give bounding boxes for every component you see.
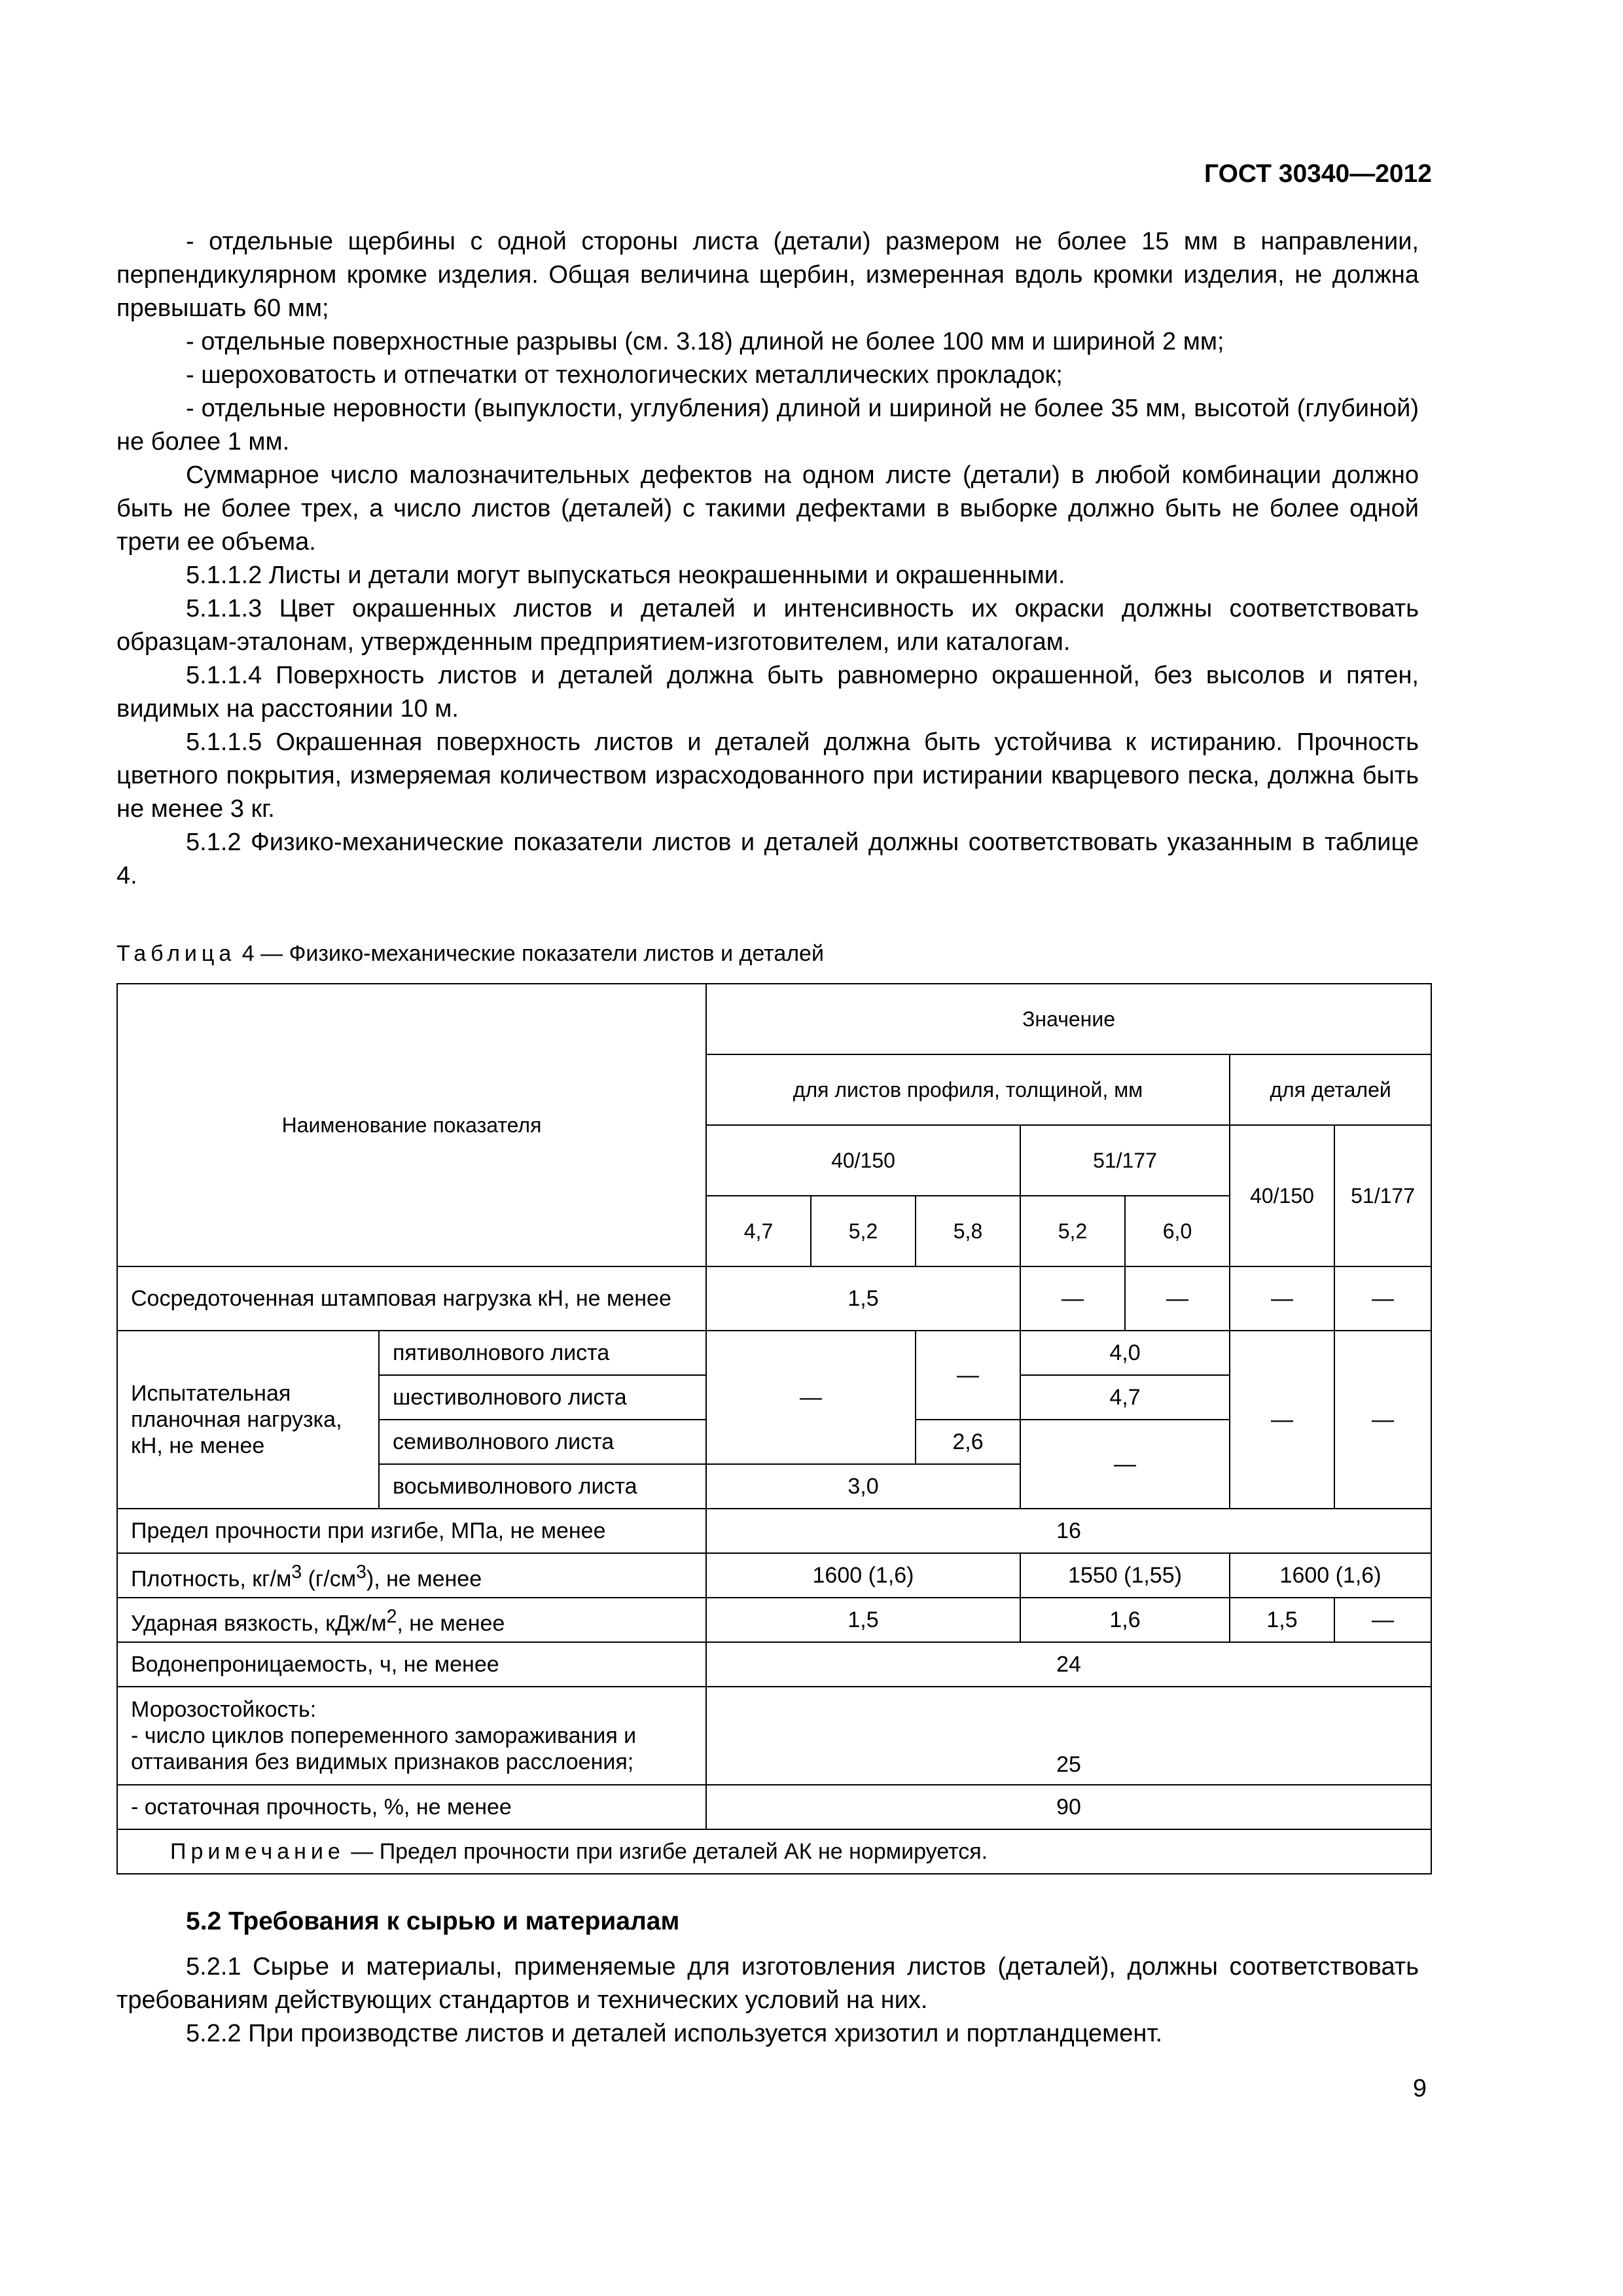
cell-dash: —: [1334, 1266, 1431, 1331]
cell-value: 24: [706, 1642, 1431, 1687]
cell-value: 1,5: [1230, 1598, 1334, 1642]
cell-value: 1600 (1,6): [706, 1553, 1020, 1598]
paragraph: 5.1.1.4 Поверхность листов и деталей должна быть равномерно окрашенной, без высолов и пятен, видимых на расстоянии 10 м.: [116, 662, 1419, 723]
cell-dash: —: [1020, 1266, 1125, 1331]
paragraph: 5.2.2 При производстве листов и деталей используется хризотил и портландцемент.: [186, 2020, 1163, 2047]
cell-value: 16: [706, 1509, 1431, 1553]
cell-value: 2,6: [916, 1420, 1020, 1464]
row-label-bending-strength: Предел прочности при изгибе, МПа, не менее: [117, 1509, 706, 1553]
sub-label-five-wave: пятиволнового листа: [379, 1331, 706, 1375]
row-label-density: Плотность, $кг/м^3$ $(г/см^3)$, не менее: [117, 1553, 706, 1598]
header-thickness: 5,2: [811, 1196, 916, 1266]
cell-value: 1,5: [706, 1598, 1020, 1642]
cell-value: 1550 (1,55): [1020, 1553, 1230, 1598]
cell-dash: —: [1125, 1266, 1230, 1331]
cell-dash: —: [1334, 1331, 1431, 1509]
paragraph: 5.1.1.5 Окрашенная поверхность листов и деталей должна быть устойчива к истиранию. Прочность цветного покрытия, измеряемая количеством израсходованного при истирании кварцевого песка, должна быть не менее 3 кг.: [116, 728, 1419, 823]
sub-label-six-wave: шестиволнового листа: [379, 1375, 706, 1420]
table-caption-word: Таблица: [116, 941, 236, 966]
cell-value: 1,6: [1020, 1598, 1230, 1642]
header-profile-40-150: 40/150: [706, 1125, 1020, 1196]
frost-title: Морозостойкость:: [131, 1697, 317, 1722]
row-label-point-load: Сосредоточенная штамповая нагрузка кН, не менее: [117, 1266, 706, 1331]
note-text: — Предел прочности при изгибе деталей АК не нормируется.: [344, 1839, 988, 1864]
cell-value: 1600 (1,6): [1230, 1553, 1431, 1598]
header-sheets-group: для листов профиля, толщиной, мм: [706, 1054, 1230, 1125]
row-label-frost-resistance: [117, 1687, 706, 1785]
header-indicator-name: Наименование показателя: [117, 984, 706, 1266]
paragraph: - отдельные неровности (выпуклости, углубления) длиной и шириной не более 35 мм, высотой (глубиной) не более 1 мм.: [116, 395, 1419, 456]
table-note: [117, 1829, 1431, 1874]
paragraph: - отдельные поверхностные разрывы (см. 3.18) длиной не более 100 мм и шириной 2 мм;: [186, 328, 1224, 355]
page-number: 9: [1412, 2075, 1427, 2102]
paragraph: - шероховатость и отпечатки от технологических металлических прокладок;: [186, 361, 1063, 389]
cell-value: 1,5: [706, 1266, 1020, 1331]
row-label-residual-strength: - остаточная прочность, %, не менее: [117, 1785, 706, 1829]
cell-value: 3,0: [706, 1464, 1020, 1509]
paragraph: 5.1.2 Физико-механические показатели листов и деталей должны соответствовать указанным в таблице 4.: [116, 829, 1419, 889]
row-label-plank-load: Испытательная планочная нагрузка, кН, не менее: [117, 1331, 379, 1509]
sub-label-seven-wave: семиволнового листа: [379, 1420, 706, 1464]
frost-cycles-label: - число циклов попеременного замораживания и оттаивания без видимых признаков расслоения;: [131, 1723, 637, 1774]
paragraph: 5.1.1.3 Цвет окрашенных листов и деталей и интенсивность их окраски должны соответствовать образцам-эталонам, утвержденным предприятием-изготовителем, или каталогам.: [116, 595, 1419, 656]
body-text: [116, 225, 1419, 893]
cell-value: 25: [706, 1687, 1431, 1785]
row-label-impact-strength: Ударная вязкость, кДж/$м^2$, не менее: [117, 1598, 706, 1642]
cell-dash: —: [916, 1331, 1020, 1420]
paragraph: Суммарное число малозначительных дефектов на одном листе (детали) в любой комбинации должно быть не более трех, а число листов (деталей) с такими дефектами в выборке должно быть не более одной трети ее объема.: [116, 461, 1419, 556]
cell-value: 4,0: [1020, 1331, 1230, 1375]
header-thickness: 5,8: [916, 1196, 1020, 1266]
cell-dash: —: [1230, 1266, 1334, 1331]
paragraph: - отдельные щербины с одной стороны листа (детали) размером не более 15 мм в направлении, перпендикулярном кромке изделия. Общая величина щербин, измеренная вдоль кромки изделия, не должна превышать 60 мм;: [116, 228, 1419, 322]
paragraph: 5.2.1 Сырье и материалы, применяемые для изготовления листов (деталей), должны соответствовать требованиям действующих стандартов и технических условий на них.: [116, 1953, 1419, 2014]
cell-value: 90: [706, 1785, 1431, 1829]
section-title: 5.2 Требования к сырью и материалам: [186, 1907, 680, 1935]
header-parts-group: для деталей: [1230, 1054, 1431, 1125]
header-thickness: 6,0: [1125, 1196, 1230, 1266]
cell-dash: —: [1334, 1598, 1431, 1642]
cell-value: 4,7: [1020, 1375, 1230, 1420]
header-part-51-177: 51/177: [1334, 1125, 1431, 1266]
header-thickness: 5,2: [1020, 1196, 1125, 1266]
header-thickness: 4,7: [706, 1196, 811, 1266]
row-label-water-resistance: Водонепроницаемость, ч, не менее: [117, 1642, 706, 1687]
paragraph: 5.1.1.2 Листы и детали могут выпускаться неокрашенными и окрашенными.: [186, 562, 1065, 589]
header-value: Значение: [706, 984, 1431, 1054]
cell-dash: —: [706, 1331, 916, 1464]
cell-dash: —: [1230, 1331, 1334, 1509]
section-text: [116, 1950, 1419, 2051]
table-caption: [116, 937, 824, 971]
document-code: ГОСТ 30340—2012: [1204, 160, 1432, 188]
table-caption-text: 4 — Физико-механические показатели листов и деталей: [241, 941, 824, 966]
sub-label-eight-wave: восьмиволнового листа: [379, 1464, 706, 1509]
header-profile-51-177: 51/177: [1020, 1125, 1230, 1196]
cell-dash: —: [1020, 1420, 1230, 1509]
properties-table: [116, 983, 1432, 1874]
note-word: Примечание: [170, 1839, 345, 1864]
header-part-40-150: 40/150: [1230, 1125, 1334, 1266]
